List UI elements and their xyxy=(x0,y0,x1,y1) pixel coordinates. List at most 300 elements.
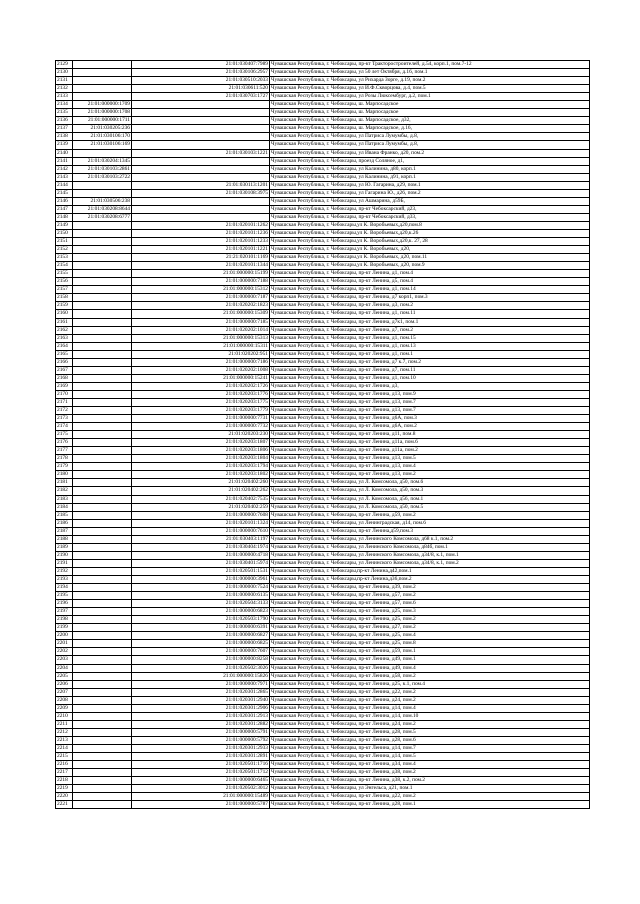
empty-cell xyxy=(73,487,132,495)
cadastral-number-cell: 21:01:000000:6391 xyxy=(132,624,270,632)
row-number-cell: 2178 xyxy=(56,455,73,463)
table-row xyxy=(56,77,590,85)
cadastral-number-cell: 21:01:030103:2722 xyxy=(73,173,132,181)
empty-cell xyxy=(132,141,270,149)
address-cell: Чувашская Республика, г. Чебоксары, пр-кт Тракторостроителей, д.54, корп.1, пом.7-12 xyxy=(270,61,590,69)
cadastral-number-cell: 21:01:000000:7188 xyxy=(132,278,270,286)
row-number-cell: 2151 xyxy=(56,238,73,246)
table-row xyxy=(56,61,590,69)
address-cell: Чувашская Республика, г. Чебоксары,ул К. Воробьевых, д20, пом.9 xyxy=(270,262,590,270)
cadastral-number-cell: 21:01:030108:3975 xyxy=(132,189,270,197)
table-row xyxy=(56,608,590,616)
table-row xyxy=(56,415,590,423)
table-row xyxy=(56,407,590,415)
empty-cell xyxy=(73,189,132,197)
table-row xyxy=(56,463,590,471)
row-number-cell: 2147 xyxy=(56,205,73,213)
empty-cell xyxy=(73,77,132,85)
address-cell: Чувашская Республика, г. Чебоксары, пр-кт Ленина, д24, пом.2 xyxy=(270,696,590,704)
row-number-cell: 2176 xyxy=(56,439,73,447)
table-row xyxy=(56,744,590,752)
empty-cell xyxy=(132,101,270,109)
row-number-cell: 2220 xyxy=(56,793,73,801)
cadastral-number-cell: 21:01:000000:6135 xyxy=(132,592,270,600)
address-cell: Чувашская Республика, г. Чебоксары, пр-кт Ленина, д1, пом.14 xyxy=(270,286,590,294)
cadastral-number-cell: 21:01:000000:6825 xyxy=(132,640,270,648)
cadastral-number-cell: 21:01:000000:7610 xyxy=(132,527,270,535)
row-number-cell: 2155 xyxy=(56,270,73,278)
empty-cell xyxy=(73,246,132,254)
cadastral-number-cell: 21:01:020203:1807 xyxy=(132,439,270,447)
row-number-cell: 2196 xyxy=(56,600,73,608)
table-row xyxy=(56,213,590,221)
table-row xyxy=(56,286,590,294)
cadastral-number-cell: 21:01:000000:6827 xyxy=(132,632,270,640)
address-cell: Чувашская Республика, г. Чебоксары, пр-кт Ленина, д6А, пом.3 xyxy=(270,415,590,423)
empty-cell xyxy=(73,342,132,350)
table-row xyxy=(56,254,590,262)
table-row xyxy=(56,326,590,334)
empty-cell xyxy=(73,318,132,326)
empty-cell xyxy=(73,632,132,640)
row-number-cell: 2136 xyxy=(56,117,73,125)
cadastral-number-cell: 21:01:000000:8258 xyxy=(132,656,270,664)
row-number-cell: 2129 xyxy=(56,61,73,69)
row-number-cell: 2194 xyxy=(56,584,73,592)
empty-cell xyxy=(73,407,132,415)
row-number-cell: 2138 xyxy=(56,133,73,141)
row-number-cell: 2174 xyxy=(56,423,73,431)
address-cell: Чувашская Республика, г. Чебоксары, пр-кт Ленина, д49, пом.4 xyxy=(270,664,590,672)
table-row xyxy=(56,382,590,390)
row-number-cell: 2148 xyxy=(56,213,73,221)
cadastral-number-cell: 21:01:000000:15311 xyxy=(132,342,270,350)
row-number-cell: 2142 xyxy=(56,165,73,173)
table-row xyxy=(56,656,590,664)
empty-cell xyxy=(132,117,270,125)
table-row xyxy=(56,165,590,173)
table-row xyxy=(56,294,590,302)
empty-cell xyxy=(73,479,132,487)
table-row xyxy=(56,487,590,495)
empty-cell xyxy=(73,600,132,608)
table-row xyxy=(56,704,590,712)
cadastral-number-cell: 21:01:020202:1726 xyxy=(132,382,270,390)
row-number-cell: 2130 xyxy=(56,69,73,77)
row-number-cell: 2162 xyxy=(56,326,73,334)
empty-cell xyxy=(73,696,132,704)
cadastral-number-cell: 21:01:000000:7608 xyxy=(132,511,270,519)
address-cell: Чувашская Республика, г. Чебоксары, пр-кт Ленина, д1, пом.15 xyxy=(270,334,590,342)
address-cell: Чувашская Республика, г. Чебоксары, пр-кт Ленина, д5, пом.4 xyxy=(270,278,590,286)
row-number-cell: 2215 xyxy=(56,753,73,761)
address-cell: Чувашская Республика, г. Чебоксары, пр-кт Ленина, д6А, пом.2 xyxy=(270,423,590,431)
address-cell: Чувашская Республика, г. Чебоксары, пр-кт Ленина, д49, пом.1 xyxy=(270,656,590,664)
table-row xyxy=(56,495,590,503)
cadastral-number-cell: 21:01:020101:1344 xyxy=(132,262,270,270)
cadastral-number-cell: 21:01:020101:1262 xyxy=(132,221,270,229)
address-cell: Чувашская Республика, г. Чебоксары, ул Ашмарина, д59Б, xyxy=(270,197,590,205)
cadastral-number-cell: 21:01:000000:7732 xyxy=(132,423,270,431)
empty-cell xyxy=(132,197,270,205)
empty-cell xyxy=(73,777,132,785)
address-cell: Чувашская Республика, г. Чебоксары,ул К. Воробьевых,д20,пом.8 xyxy=(270,221,590,229)
row-number-cell: 2184 xyxy=(56,503,73,511)
empty-cell xyxy=(73,680,132,688)
empty-cell xyxy=(73,704,132,712)
empty-cell xyxy=(73,551,132,559)
address-cell: Чувашская Республика, г. Чебоксары, пр-кт Ленина, д7 корп1, пом.3 xyxy=(270,294,590,302)
row-number-cell: 2171 xyxy=(56,398,73,406)
table-row xyxy=(56,753,590,761)
row-number-cell: 2195 xyxy=(56,592,73,600)
address-cell: Чувашская Республика, г. Чебоксары, ул Розы Люксембург, д.2, пом.1 xyxy=(270,93,590,101)
row-number-cell: 2150 xyxy=(56,229,73,237)
address-cell: Чувашская Республика, г. Чебоксары, пр-кт Ленина, д11, пом.8 xyxy=(270,431,590,439)
address-cell: Чувашская Республика, г. Чебоксары, пр-кт Ленина, д25, пом.8 xyxy=(270,640,590,648)
table-row xyxy=(56,318,590,326)
cadastral-number-cell: 21:01:020402:262 xyxy=(132,487,270,495)
empty-cell xyxy=(73,728,132,736)
empty-cell xyxy=(73,640,132,648)
address-cell: Чувашская Республика, г. Чебоксары, пр-кт Ленина, д28, пом.5 xyxy=(270,728,590,736)
row-number-cell: 2214 xyxy=(56,744,73,752)
cadastral-number-cell: 21:01:030611:520 xyxy=(132,85,270,93)
table-row xyxy=(56,358,590,366)
table-row xyxy=(56,173,590,181)
row-number-cell: 2213 xyxy=(56,736,73,744)
cadastral-number-cell: 21:01:020101:1324 xyxy=(132,519,270,527)
cadastral-number-cell: 21:01:020502:3012 xyxy=(132,785,270,793)
table-row xyxy=(56,696,590,704)
address-cell: Чувашская Республика, г. Чебоксары, пр-кт Ленина, д22, пом.2 xyxy=(270,793,590,801)
row-number-cell: 2217 xyxy=(56,769,73,777)
row-number-cell: 2187 xyxy=(56,527,73,535)
row-number-cell: 2146 xyxy=(56,197,73,205)
row-number-cell: 2172 xyxy=(56,407,73,415)
cadastral-number-cell: 21:01:030510:2033 xyxy=(132,77,270,85)
empty-cell xyxy=(73,527,132,535)
table-row xyxy=(56,69,590,77)
row-number-cell: 2145 xyxy=(56,189,73,197)
cadastral-number-cell: 21:01:020402:259 xyxy=(132,503,270,511)
row-number-cell: 2173 xyxy=(56,415,73,423)
address-cell: Чувашская Республика, г. Чебоксары, пр-кт Ленина, д14, пом.5 xyxy=(270,753,590,761)
empty-cell xyxy=(73,238,132,246)
table-row xyxy=(56,551,590,559)
row-number-cell: 2185 xyxy=(56,511,73,519)
address-cell: Чувашская Республика, г. Чебоксары, пр-кт Ленина, д11а, пом.2 xyxy=(270,447,590,455)
row-number-cell: 2193 xyxy=(56,576,73,584)
empty-cell xyxy=(73,567,132,575)
empty-cell xyxy=(73,503,132,511)
row-number-cell: 2135 xyxy=(56,109,73,117)
table-row xyxy=(56,519,590,527)
address-cell: Чувашская Республика, г. Чебоксары, пр-кт Ленина, д11а, пом.6 xyxy=(270,439,590,447)
address-cell: Чувашская Республика, г. Чебоксары, пр-кт Ленина, д1, пом.10 xyxy=(270,374,590,382)
row-number-cell: 2204 xyxy=(56,664,73,672)
row-number-cell: 2221 xyxy=(56,801,73,809)
cadastral-number-cell: 21:01:030205:236 xyxy=(73,125,132,133)
table-row xyxy=(56,238,590,246)
table-row xyxy=(56,85,590,93)
row-number-cell: 2190 xyxy=(56,551,73,559)
cadastral-number-cell: 21:01:000000:7186 xyxy=(132,358,270,366)
empty-cell xyxy=(73,616,132,624)
empty-cell xyxy=(132,133,270,141)
table-row xyxy=(56,205,590,213)
cadastral-number-cell: 21:01:020101:1233 xyxy=(132,238,270,246)
table-row xyxy=(56,197,590,205)
cadastral-number-cell: 21:01:030703:1727 xyxy=(132,93,270,101)
table-row xyxy=(56,592,590,600)
table-row xyxy=(56,600,590,608)
empty-cell xyxy=(73,793,132,801)
cadastral-number-cell: 21:01:020402:260 xyxy=(132,479,270,487)
table-row xyxy=(56,543,590,551)
row-number-cell: 2144 xyxy=(56,181,73,189)
cadastral-number-cell: 21:01:000000:1709 xyxy=(73,101,132,109)
address-cell: Чувашская Республика, г. Чебоксары, пр-кт Ленина, д38, к.2, пом.2 xyxy=(270,777,590,785)
cadastral-number-cell: 21:01:000000:1708 xyxy=(73,109,132,117)
table-row xyxy=(56,793,590,801)
cadastral-number-cell: 21:01:020203:1804 xyxy=(132,455,270,463)
address-cell: Чувашская Республика, г. Чебоксары, пр-кт Ленина, д34, пом.4 xyxy=(270,761,590,769)
empty-cell xyxy=(73,270,132,278)
row-number-cell: 2140 xyxy=(56,149,73,157)
row-number-cell: 2132 xyxy=(56,85,73,93)
cadastral-number-cell: 21:01:000000:3961 xyxy=(132,576,270,584)
row-number-cell: 2208 xyxy=(56,696,73,704)
empty-cell xyxy=(132,173,270,181)
empty-cell xyxy=(73,278,132,286)
row-number-cell: 2192 xyxy=(56,567,73,575)
address-cell: Чувашская Республика, г. Чебоксары, пр-кт Ленина, д3, пом.2 xyxy=(270,302,590,310)
table-row xyxy=(56,640,590,648)
cadastral-number-cell: 21:01:020203:1776 xyxy=(132,390,270,398)
cadastral-number-cell: 21:01:030103:2861 xyxy=(73,165,132,173)
empty-cell xyxy=(73,221,132,229)
table-row xyxy=(56,680,590,688)
empty-cell xyxy=(73,69,132,77)
address-cell: Чувашская Республика, г. Чебоксары, ул Гагарина Ю., д26, пом.2 xyxy=(270,189,590,197)
address-cell: Чувашская Республика, г. Чебоксары, пр-кт Ленина, д25, пом.3 xyxy=(270,608,590,616)
row-number-cell: 2165 xyxy=(56,350,73,358)
table-row xyxy=(56,471,590,479)
row-number-cell: 2191 xyxy=(56,559,73,567)
row-number-cell: 2197 xyxy=(56,608,73,616)
table-row xyxy=(56,342,590,350)
address-cell: Чувашская Республика, г. Чебоксары, проезд Соляное, д1, xyxy=(270,157,590,165)
empty-cell xyxy=(73,664,132,672)
empty-cell xyxy=(73,656,132,664)
table-row xyxy=(56,334,590,342)
table-row xyxy=(56,761,590,769)
cadastral-number-cell: 21:01:020503:1790 xyxy=(132,616,270,624)
address-cell: Чувашская Республика, г. Чебоксары, ул Л. Комсомола, д50, пом.3 xyxy=(270,487,590,495)
table-row xyxy=(56,479,590,487)
cadastral-number-cell: 21:01:020202:1014 xyxy=(132,326,270,334)
row-number-cell: 2160 xyxy=(56,310,73,318)
row-number-cell: 2143 xyxy=(56,173,73,181)
address-cell: Чувашская Республика, г. Чебоксары, ул Ленинского Комсомола, д68 к.1, пом.2 xyxy=(270,535,590,543)
address-cell: Чувашская Республика, г. Чебоксары, пр-кт Ленина, д59, пом.1 xyxy=(270,648,590,656)
cadastral-number-cell: 21:01:030407:7989 xyxy=(132,61,270,69)
address-cell: Чувашская Республика, г. Чебоксары, пр-кт Ленина,д59,пом.3 xyxy=(270,527,590,535)
address-cell: Чувашская Республика, г. Чебоксары, пр-кт Ленина, д14, пом.4 xyxy=(270,704,590,712)
empty-cell xyxy=(73,511,132,519)
address-cell: Чувашская Республика, г. Чебоксары, пр-кт Ленина, д25, пом.4 xyxy=(270,632,590,640)
empty-cell xyxy=(73,334,132,342)
row-number-cell: 2203 xyxy=(56,656,73,664)
address-cell: Чувашская Республика, г. Чебоксары, ул И.Ф.Скворцова, д.4, пом.5 xyxy=(270,85,590,93)
address-cell: Чувашская Республика, г. Чебоксары, пр-кт Чебоксарский, д33, xyxy=(270,213,590,221)
table-row xyxy=(56,189,590,197)
address-cell: Чувашская Республика, г. Чебоксары, пр-кт Ленина, д14, пом.7 xyxy=(270,744,590,752)
empty-cell xyxy=(73,93,132,101)
address-cell: Чувашская Республика, г. Чебоксары, пр-кт Ленина, д25, пом.2 xyxy=(270,616,590,624)
empty-cell xyxy=(73,744,132,752)
empty-cell xyxy=(73,712,132,720)
row-number-cell: 2170 xyxy=(56,390,73,398)
cadastral-number-cell: 21:01:000000:15199 xyxy=(132,270,270,278)
table-row xyxy=(56,310,590,318)
cadastral-number-cell: 21:01:000000:7187 xyxy=(132,294,270,302)
cadastral-number-cell: 21:01:020501:1531 xyxy=(132,567,270,575)
row-number-cell: 2183 xyxy=(56,495,73,503)
empty-cell xyxy=(73,624,132,632)
table-row xyxy=(56,181,590,189)
table-row xyxy=(56,431,590,439)
address-cell: Чувашская Республика, г. Чебоксары, ул 50 лет Октября, д.16, пом.1 xyxy=(270,69,590,77)
table-row xyxy=(56,302,590,310)
cadastral-number-cell: 21:01:020101:1221 xyxy=(132,246,270,254)
empty-cell xyxy=(73,672,132,680)
empty-cell xyxy=(73,736,132,744)
row-number-cell: 2133 xyxy=(56,93,73,101)
cadastral-number-cell: 21:01:000000:4718 xyxy=(132,551,270,559)
empty-cell xyxy=(73,390,132,398)
address-cell: Чувашская Республика, г. Чебоксары, пр-кт Ленина, д7 к.7, пом.2 xyxy=(270,358,590,366)
table-row xyxy=(56,576,590,584)
table-row xyxy=(56,455,590,463)
empty-cell xyxy=(73,648,132,656)
row-number-cell: 2167 xyxy=(56,366,73,374)
row-number-cell: 2218 xyxy=(56,777,73,785)
table-row xyxy=(56,777,590,785)
empty-cell xyxy=(132,205,270,213)
cadastral-number-cell: 21:01:000000:15826 xyxy=(132,672,270,680)
cadastral-number-cell: 21:01:020203:230 xyxy=(132,431,270,439)
address-cell: Чувашская Республика, г. Чебоксары, пр-кт Ленина, д25, к.1, пом.4 xyxy=(270,680,590,688)
address-cell: Чувашская Республика, г. Чебоксары, ш. Марпосадское, д.16, xyxy=(270,125,590,133)
address-cell: Чувашская Республика, г. Чебоксары, пр-кт Ленина, д57, пом.6 xyxy=(270,600,590,608)
address-cell: Чувашская Республика, г. Чебоксары, ул Энгельса, д21, пом.1 xyxy=(270,785,590,793)
row-number-cell: 2158 xyxy=(56,294,73,302)
address-cell: Чувашская Республика, г. Чебоксары, ул Патриса Лумумбы, д.8, xyxy=(270,141,590,149)
address-cell: Чувашская Республика, г. Чебоксары,ул К. Воробьевых, д20, xyxy=(270,246,590,254)
table-row xyxy=(56,447,590,455)
row-number-cell: 2210 xyxy=(56,712,73,720)
empty-cell xyxy=(73,358,132,366)
empty-cell xyxy=(73,471,132,479)
table-row xyxy=(56,632,590,640)
address-cell: Чувашская Республика, г. Чебоксары, пр-кт Ленина, д1, пом.11 xyxy=(270,310,590,318)
row-number-cell: 2149 xyxy=(56,221,73,229)
address-cell: Чувашская Республика, г. Чебоксары, ул Л. Комсомола, д56, пом.1 xyxy=(270,495,590,503)
empty-cell xyxy=(73,753,132,761)
cadastral-number-cell: 21:01:020501:1716 xyxy=(132,761,270,769)
cadastral-number-cell: 21:01:030106:2957 xyxy=(132,69,270,77)
table-row xyxy=(56,801,590,809)
row-number-cell: 2199 xyxy=(56,624,73,632)
table-row xyxy=(56,439,590,447)
cadastral-number-cell: 21:01:030404:1974 xyxy=(132,543,270,551)
cadastral-number-cell: 21:01:000000:5792 xyxy=(132,736,270,744)
table-row xyxy=(56,616,590,624)
table-row xyxy=(56,157,590,165)
table-row xyxy=(56,278,590,286)
cadastral-number-cell: 21:01:030113:1201 xyxy=(132,181,270,189)
table-row xyxy=(56,559,590,567)
row-number-cell: 2180 xyxy=(56,471,73,479)
address-cell: Чувашская Республика, г. Чебоксары, пр-кт Ленина, д3, xyxy=(270,382,590,390)
address-cell: Чувашская Республика, г. Чебоксары, ул Л. Комсомола, д50, пом.6 xyxy=(270,479,590,487)
empty-cell xyxy=(132,165,270,173)
address-cell: Чувашская Республика, г. Чебоксары, пр-кт Ленина, д24, пом.2 xyxy=(270,720,590,728)
row-number-cell: 2179 xyxy=(56,463,73,471)
table-row xyxy=(56,374,590,382)
empty-cell xyxy=(73,326,132,334)
cadastral-number-cell: 21:01:030208:6777 xyxy=(73,213,132,221)
table-row xyxy=(56,688,590,696)
row-number-cell: 2152 xyxy=(56,246,73,254)
address-cell: Чувашская Республика, г. Чебоксары, пр-кт Ленина, д7, пом.11 xyxy=(270,366,590,374)
address-cell: Чувашская Республика, г. Чебоксары, пр-кт Ленина, д1, пом.4 xyxy=(270,270,590,278)
cadastral-number-cell: 21:01:020502:3026 xyxy=(132,664,270,672)
table-row xyxy=(56,93,590,101)
table-row xyxy=(56,366,590,374)
empty-cell xyxy=(73,455,132,463)
cadastral-number-cell: 21:01:020301:2940 xyxy=(132,696,270,704)
cadastral-number-cell: 21:01:000000:7524 xyxy=(132,584,270,592)
empty-cell xyxy=(73,769,132,777)
row-number-cell: 2137 xyxy=(56,125,73,133)
cadastral-number-cell: 21:21:020101:1169 xyxy=(132,254,270,262)
row-number-cell: 2181 xyxy=(56,479,73,487)
empty-cell xyxy=(73,149,132,157)
row-number-cell: 2163 xyxy=(56,334,73,342)
row-number-cell: 2198 xyxy=(56,616,73,624)
row-number-cell: 2175 xyxy=(56,431,73,439)
address-cell: Чувашская Республика, г. Чебоксары, ул Ю. Гагарина, д29, пом.1 xyxy=(270,181,590,189)
cadastral-number-cell: 21:01:020301:2865 xyxy=(132,688,270,696)
empty-cell xyxy=(132,213,270,221)
empty-cell xyxy=(73,398,132,406)
cadastral-number-cell: 21:01:000000:15489 xyxy=(132,793,270,801)
empty-cell xyxy=(73,495,132,503)
empty-cell xyxy=(73,350,132,358)
empty-cell xyxy=(73,785,132,793)
cadastral-number-cell: 21:01:000000:15312 xyxy=(132,286,270,294)
empty-cell xyxy=(132,109,270,117)
cadastral-number-cell: 21:01:020301:2906 xyxy=(132,704,270,712)
table-row xyxy=(56,648,590,656)
row-number-cell: 2189 xyxy=(56,543,73,551)
table-row xyxy=(56,664,590,672)
row-number-cell: 2157 xyxy=(56,286,73,294)
table-row xyxy=(56,149,590,157)
